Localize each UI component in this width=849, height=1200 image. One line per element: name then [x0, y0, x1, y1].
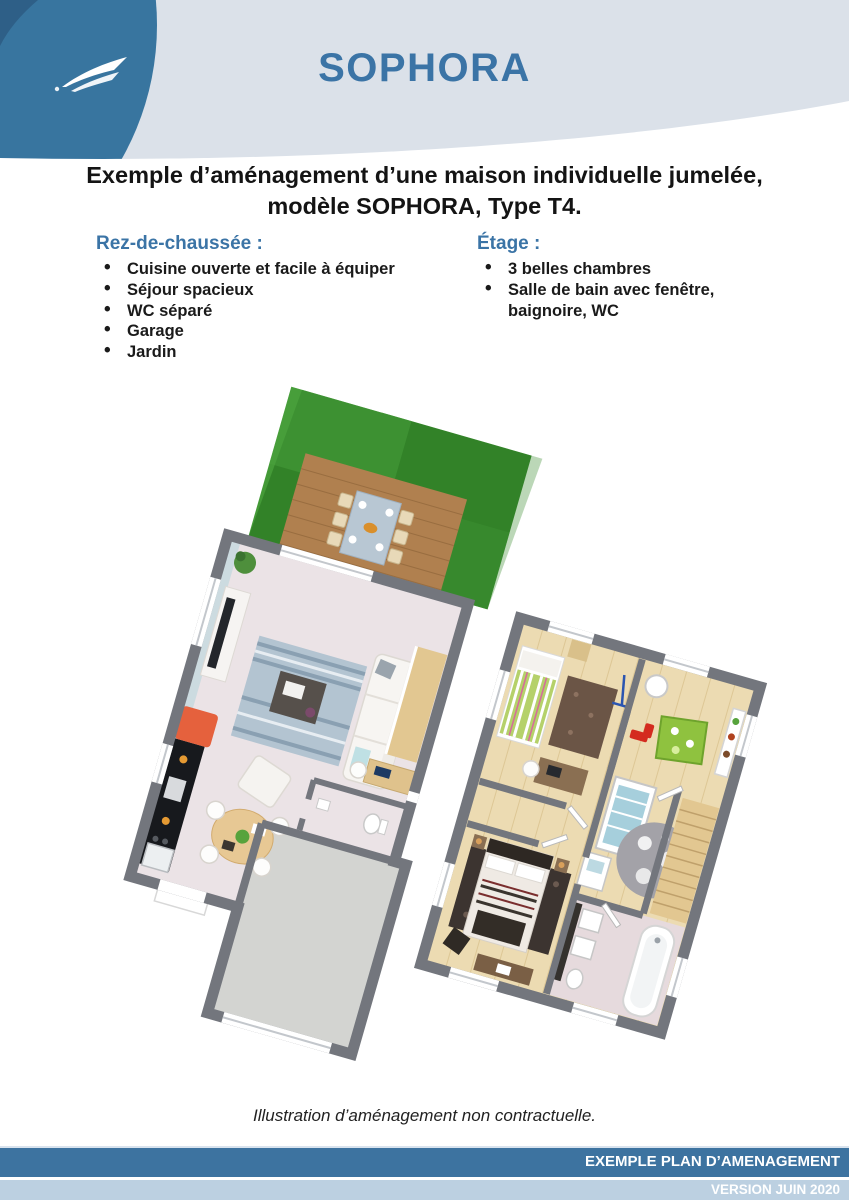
footer-band-light: VERSION JUIN 2020 — [0, 1180, 849, 1200]
floor-plan-svg — [95, 383, 775, 1073]
feature-item: • Salle de bain avec fenêtre, baignoire, WC — [477, 280, 749, 322]
upper-floor-section — [477, 233, 749, 321]
header-banner — [0, 0, 849, 175]
ground-floor-section — [96, 233, 461, 363]
feature-item: • Cuisine ouverte et facile à équiper — [96, 259, 461, 280]
upper-floor-list — [477, 259, 749, 321]
page-title — [0, 160, 849, 222]
floor-plan-illustration — [95, 383, 775, 1073]
upper-floor-plan — [421, 618, 761, 1033]
page-title-line1: Exemple d’aménagement d’une maison individuelle jumelée, — [86, 162, 763, 188]
footer-band-dark: EXEMPLE PLAN D’AMENAGEMENT — [0, 1146, 849, 1177]
ground-floor-list — [96, 259, 461, 363]
feature-item: • Garage — [96, 321, 461, 342]
feature-item: • WC séparé — [96, 301, 461, 322]
illustration-caption: Illustration d’aménagement non contractuelle. — [252, 1106, 597, 1125]
feature-item: • Jardin — [96, 342, 461, 363]
feature-item: • Séjour spacieux — [96, 280, 461, 301]
page-title-line2: modèle SOPHORA, Type T4. — [267, 193, 582, 219]
upper-floor-heading: Étage : — [477, 233, 541, 254]
ground-floor-heading: Rez-de-chaussée : — [96, 233, 263, 254]
brand-title: SOPHORA — [318, 46, 531, 90]
play-table — [656, 716, 707, 764]
feature-item: • 3 belles chambres — [477, 259, 749, 280]
